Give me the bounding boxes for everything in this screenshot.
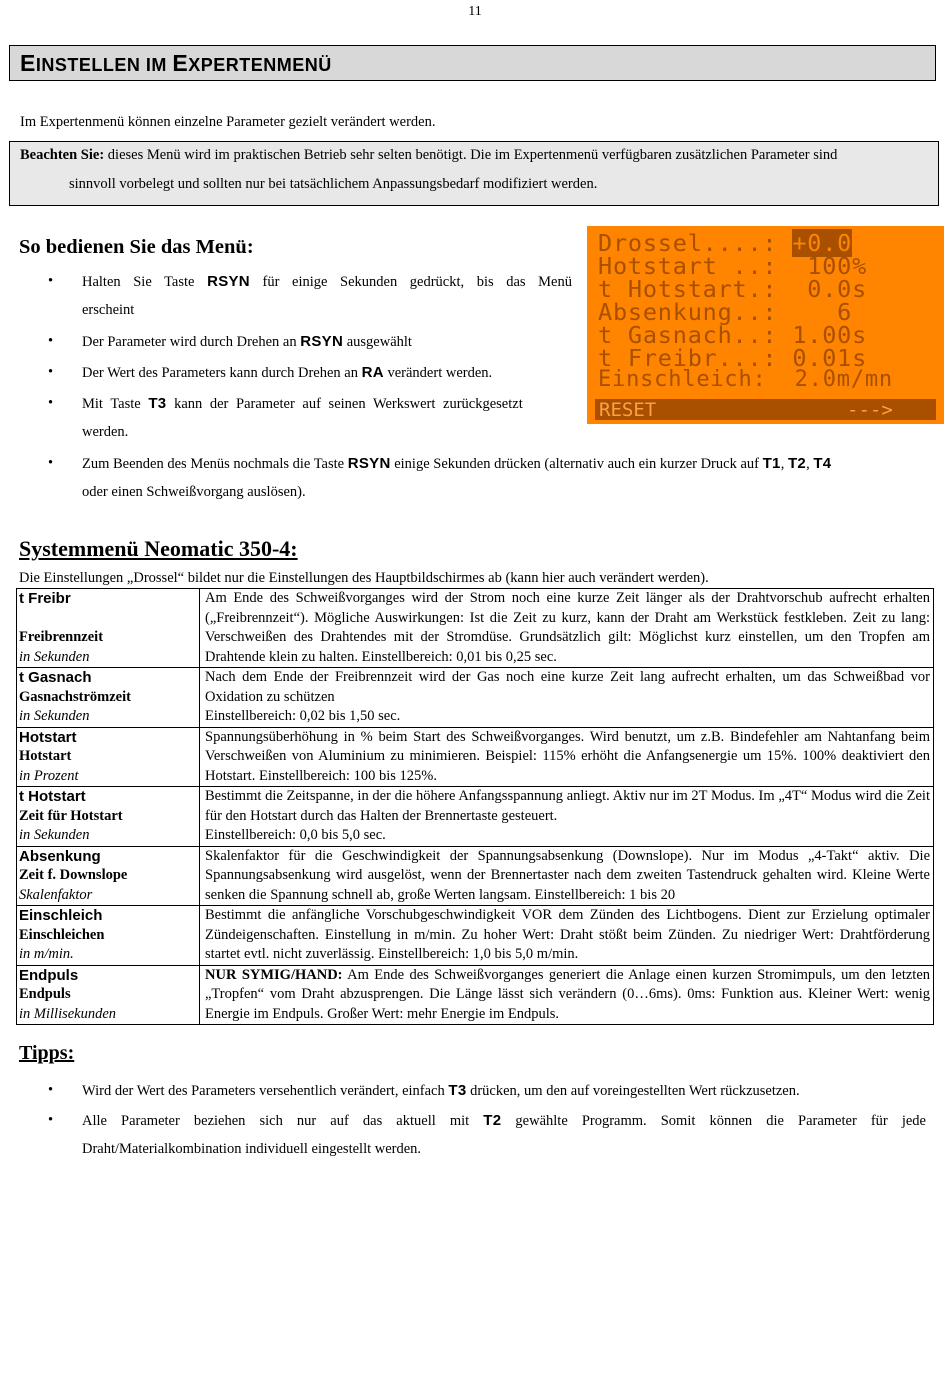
list-item: • Mit Taste T3 kann der Parameter auf seinen Werkswert zurückgesetzt werden. — [48, 395, 523, 440]
table-row: Absenkung Zeit f. Downslope Skalenfaktor Skalenfaktor für die Geschwindigkeit der Spannungsabsenkung (Downslope). Nur im Modus „4-Takt“ aktiv. Die Spannungsabsenkung wird ausgelöst, wenn der Brennertaster nach dem zweiten Tastendruck gehalten wird. Kleine Werte senken die Spannung schnell ab, große Werten langsam. Einstellbereich: 1 bis 20 — [17, 846, 934, 906]
system-heading: Systemmenü Neomatic 350-4: — [19, 536, 298, 561]
lcd-next-arrow: ---> — [847, 399, 893, 421]
lcd-reset-label: RESET — [599, 399, 657, 421]
lcd-row: t Gasnach..: 1.00s — [598, 321, 868, 349]
note-line-2: sinnvoll vorbelegt und sollten nur bei tatsächlichem Anpassungsbedarf modifiziert werden. — [69, 176, 598, 192]
lcd-row: Einschleich: 2.0m/mn — [598, 367, 893, 392]
section-title-box — [9, 45, 936, 81]
page-number: 11 — [468, 4, 482, 19]
table-row: Endpuls Endpuls in Millisekunden NUR SYMIG/HAND: Am Ende des Schweißvorganges generiert die Anlage einen kurzen Stromimpuls, um den letzten „Tropfen“ vom Draht abzusprengen. Die Länge lässt sich verändern (0…6ms). 0ms: Funktion aus. Kleiner Wert: wenig Energie im Endpuls. Großer Wert: mehr Energie im Endpuls. — [17, 965, 934, 1025]
lcd-row: Drossel....: +0.0 — [598, 229, 853, 257]
table-row: t Gasnach Gasnachströmzeit in Sekunden Nach dem Ende der Freibrennzeit wird der Gas noch eine kurze Zeit lang aufrecht erhalten, um das Schweißbad vor Oxidation zu schützen Einstellbereich: 0,02 bis 1,50 sec. — [17, 668, 934, 728]
note-box — [9, 141, 939, 206]
table-row: t Freibr Freibrennzeit in Sekunden Am Ende des Schweißvorganges wird der Strom noch eine kurze Zeit länger als der Drahtvorschub aufrecht erhalten („Freibrennzeit“). Mögliche Auswirkungen: Ist die Zeit zu kurz, kann der Draht am Werkstück festkleben. Zeit zu lang: Verschweißen des Drahtendes mit der Stromdüse. Grundsätzlich gilt: Möglichst kurz einstellen, um den Tropfen am Drahtende klein zu halten. Einstellbereich: 0,01 bis 0,25 sec. — [17, 589, 934, 668]
list-item: • Der Parameter wird durch Drehen an RSYN ausgewählt — [48, 333, 412, 350]
list-item: • Der Wert des Parameters kann durch Drehen an RA verändert werden. — [48, 364, 493, 381]
lcd-softkey-bar — [595, 399, 936, 420]
table-row: Hotstart Hotstart in Prozent Spannungsüberhöhung in % beim Start des Schweißvorganges. Wird benutzt, um z.B. Bindefehler am Nahtanfang beim Verschweißen von Aluminium zu minimieren. Beispiel: 115% erhöht die Anfangsenergie um 15%. 100% deaktiviert den Hotstart. Einstellbereich: 100 bis 125%. — [17, 727, 934, 787]
list-item: • Alle Parameter beziehen sich nur auf das aktuell mit T2 gewählte Programm. Somit können die Parameter für jede Draht/Materialkombination individuell eingestellt werden. — [48, 1112, 926, 1157]
note-line-1: Beachten Sie: dieses Menü wird im praktischen Betrieb sehr selten benötigt. Die im Expertenmenü verfügbaren zusätzlichen Parameter sind — [20, 147, 838, 163]
lcd-row: Absenkung..: 6 — [598, 298, 853, 326]
list-item: • Wird der Wert des Parameters versehentlich verändert, einfach T3 drücken, um den auf voreingestellten Wert rückzusetzen. — [48, 1082, 800, 1099]
parameter-table — [16, 588, 934, 1025]
lcd-row: t Hotstart.: 0.0s — [598, 275, 868, 303]
list-item: • Zum Beenden des Menüs nochmals die Taste RSYN einige Sekunden drücken (alternativ auch ein kurzer Druck auf T1, T2, T4 oder einen Schweißvorgang auslösen). — [48, 455, 832, 500]
lcd-row: t Freibr...: 0.01s — [598, 344, 868, 372]
operate-heading: So bedienen Sie das Menü: — [19, 236, 254, 258]
lcd-row: Hotstart ..: 100% — [598, 252, 868, 280]
section-title: EINSTELLEN IM EXPERTENMENÜ — [20, 50, 332, 76]
tips-heading: Tipps: — [19, 1042, 75, 1064]
lcd-display — [587, 226, 944, 424]
list-item: • Halten Sie Taste RSYN für einige Sekunden gedrückt, bis das Menü erscheint — [48, 273, 572, 318]
table-row: t Hotstart Zeit für Hotstart in Sekunden Bestimmt die Zeitspanne, in der die höhere Anfangsspannung anliegt. Aktiv nur im 2T Modus. Im „4T“ Modus wird die Zeit für den Hotstart durch das Halten der Brennertaste gesteuert. Einstellbereich: 0,0 bis 5,0 sec. — [17, 787, 934, 847]
table-row: Einschleich Einschleichen in m/min. Bestimmt die anfängliche Vorschubgeschwindigkeit VOR dem Zünden des Lichtbogens. Dient zur Erzielung optimaler Zündeigenschaften. Einstellung in m/min. Zu hoher Wert: Draht stößt beim Zünden. Zu niedriger Wert: Drahtförderung startet evtl. nicht zuverlässig. Einstellbereich: 1,0 bis 5,0 m/min. — [17, 906, 934, 966]
intro-text: Im Expertenmenü können einzelne Parameter gezielt verändert werden. — [20, 114, 436, 130]
system-note: Die Einstellungen „Drossel“ bildet nur die Einstellungen des Hauptbildschirmes ab (kann hier auch verändert werden). — [19, 570, 709, 586]
